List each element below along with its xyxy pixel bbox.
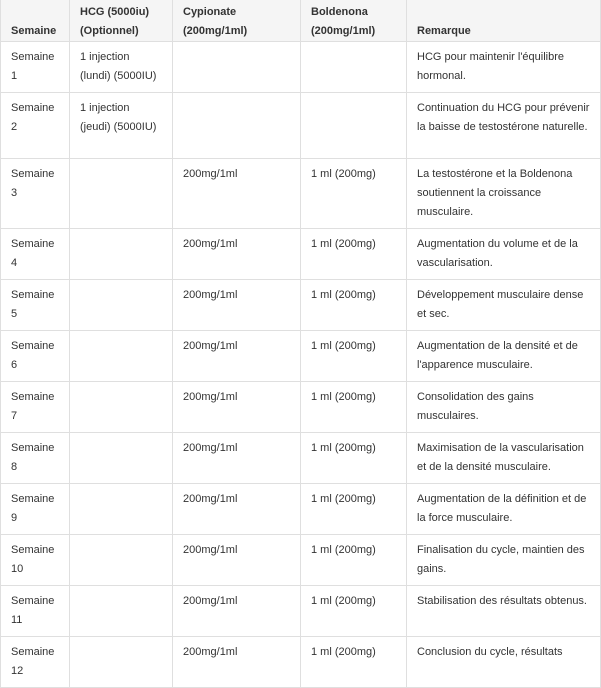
week-cell: Semaine 11 — [1, 586, 70, 637]
boldenona-cell: 1 ml (200mg) — [301, 535, 407, 586]
table-row — [1, 93, 601, 159]
boldenona-cell: 1 ml (200mg) — [301, 280, 407, 331]
hcg-cell — [70, 637, 173, 688]
table-row — [1, 535, 601, 586]
boldenona-cell: 1 ml (200mg) — [301, 331, 407, 382]
header-cypionate: Cypionate (200mg/1ml) — [173, 0, 301, 42]
remark-cell: Stabilisation des résultats obtenus. — [407, 586, 601, 637]
table-row — [1, 280, 601, 331]
cypionate-cell: 200mg/1ml — [173, 535, 301, 586]
remark-cell: Augmentation du volume et de la vascularisation. — [407, 229, 601, 280]
table-row — [1, 229, 601, 280]
hcg-cell — [70, 229, 173, 280]
cypionate-cell: 200mg/1ml — [173, 280, 301, 331]
week-cell: Semaine 1 — [1, 42, 70, 93]
boldenona-cell: 1 ml (200mg) — [301, 382, 407, 433]
header-hcg: HCG (5000iu) (Optionnel) — [70, 0, 173, 42]
hcg-cell — [70, 535, 173, 586]
week-cell: Semaine 6 — [1, 331, 70, 382]
boldenona-cell: 1 ml (200mg) — [301, 433, 407, 484]
remark-cell: Augmentation de la définition et de la force musculaire. — [407, 484, 601, 535]
remark-cell: Augmentation de la densité et de l'apparence musculaire. — [407, 331, 601, 382]
boldenona-cell — [301, 93, 407, 159]
header-week: Semaine — [1, 0, 70, 42]
table-row — [1, 331, 601, 382]
week-cell: Semaine 5 — [1, 280, 70, 331]
cypionate-cell: 200mg/1ml — [173, 229, 301, 280]
hcg-cell — [70, 586, 173, 637]
table-row — [1, 586, 601, 637]
week-cell: Semaine 12 — [1, 637, 70, 688]
boldenona-cell: 1 ml (200mg) — [301, 484, 407, 535]
cypionate-cell — [173, 42, 301, 93]
boldenona-cell — [301, 42, 407, 93]
hcg-cell — [70, 159, 173, 229]
boldenona-cell: 1 ml (200mg) — [301, 637, 407, 688]
remark-cell: Développement musculaire dense et sec. — [407, 280, 601, 331]
hcg-cell — [70, 331, 173, 382]
cypionate-cell: 200mg/1ml — [173, 586, 301, 637]
cypionate-cell: 200mg/1ml — [173, 484, 301, 535]
remark-cell: HCG pour maintenir l'équilibre hormonal. — [407, 42, 601, 93]
header-boldenona: Boldenona (200mg/1ml) — [301, 0, 407, 42]
table-header-row — [1, 0, 601, 42]
remark-cell: La testostérone et la Boldenona soutiennent la croissance musculaire. — [407, 159, 601, 229]
cypionate-cell: 200mg/1ml — [173, 331, 301, 382]
hcg-cell — [70, 433, 173, 484]
hcg-cell — [70, 484, 173, 535]
cypionate-cell — [173, 93, 301, 159]
table-row — [1, 382, 601, 433]
hcg-cell: 1 injection (jeudi) (5000IU) — [70, 93, 173, 159]
cypionate-cell: 200mg/1ml — [173, 433, 301, 484]
table-row — [1, 433, 601, 484]
boldenona-cell: 1 ml (200mg) — [301, 159, 407, 229]
remark-cell: Conclusion du cycle, résultats — [407, 637, 601, 688]
boldenona-cell: 1 ml (200mg) — [301, 229, 407, 280]
table-row — [1, 42, 601, 93]
table-row — [1, 159, 601, 229]
cypionate-cell: 200mg/1ml — [173, 637, 301, 688]
remark-cell: Consolidation des gains musculaires. — [407, 382, 601, 433]
boldenona-cell: 1 ml (200mg) — [301, 586, 407, 637]
week-cell: Semaine 9 — [1, 484, 70, 535]
remark-cell: Continuation du HCG pour prévenir la baisse de testostérone naturelle. — [407, 93, 601, 159]
week-cell: Semaine 7 — [1, 382, 70, 433]
cypionate-cell: 200mg/1ml — [173, 382, 301, 433]
week-cell: Semaine 3 — [1, 159, 70, 229]
table-row — [1, 637, 601, 688]
week-cell: Semaine 4 — [1, 229, 70, 280]
week-cell: Semaine 2 — [1, 93, 70, 159]
remark-cell: Maximisation de la vascularisation et de la densité musculaire. — [407, 433, 601, 484]
week-cell: Semaine 10 — [1, 535, 70, 586]
cypionate-cell: 200mg/1ml — [173, 159, 301, 229]
hcg-cell — [70, 382, 173, 433]
remark-cell: Finalisation du cycle, maintien des gains. — [407, 535, 601, 586]
hcg-cell — [70, 280, 173, 331]
hcg-cell: 1 injection (lundi) (5000IU) — [70, 42, 173, 93]
week-cell: Semaine 8 — [1, 433, 70, 484]
table-row — [1, 484, 601, 535]
header-remark: Remarque — [407, 0, 601, 42]
